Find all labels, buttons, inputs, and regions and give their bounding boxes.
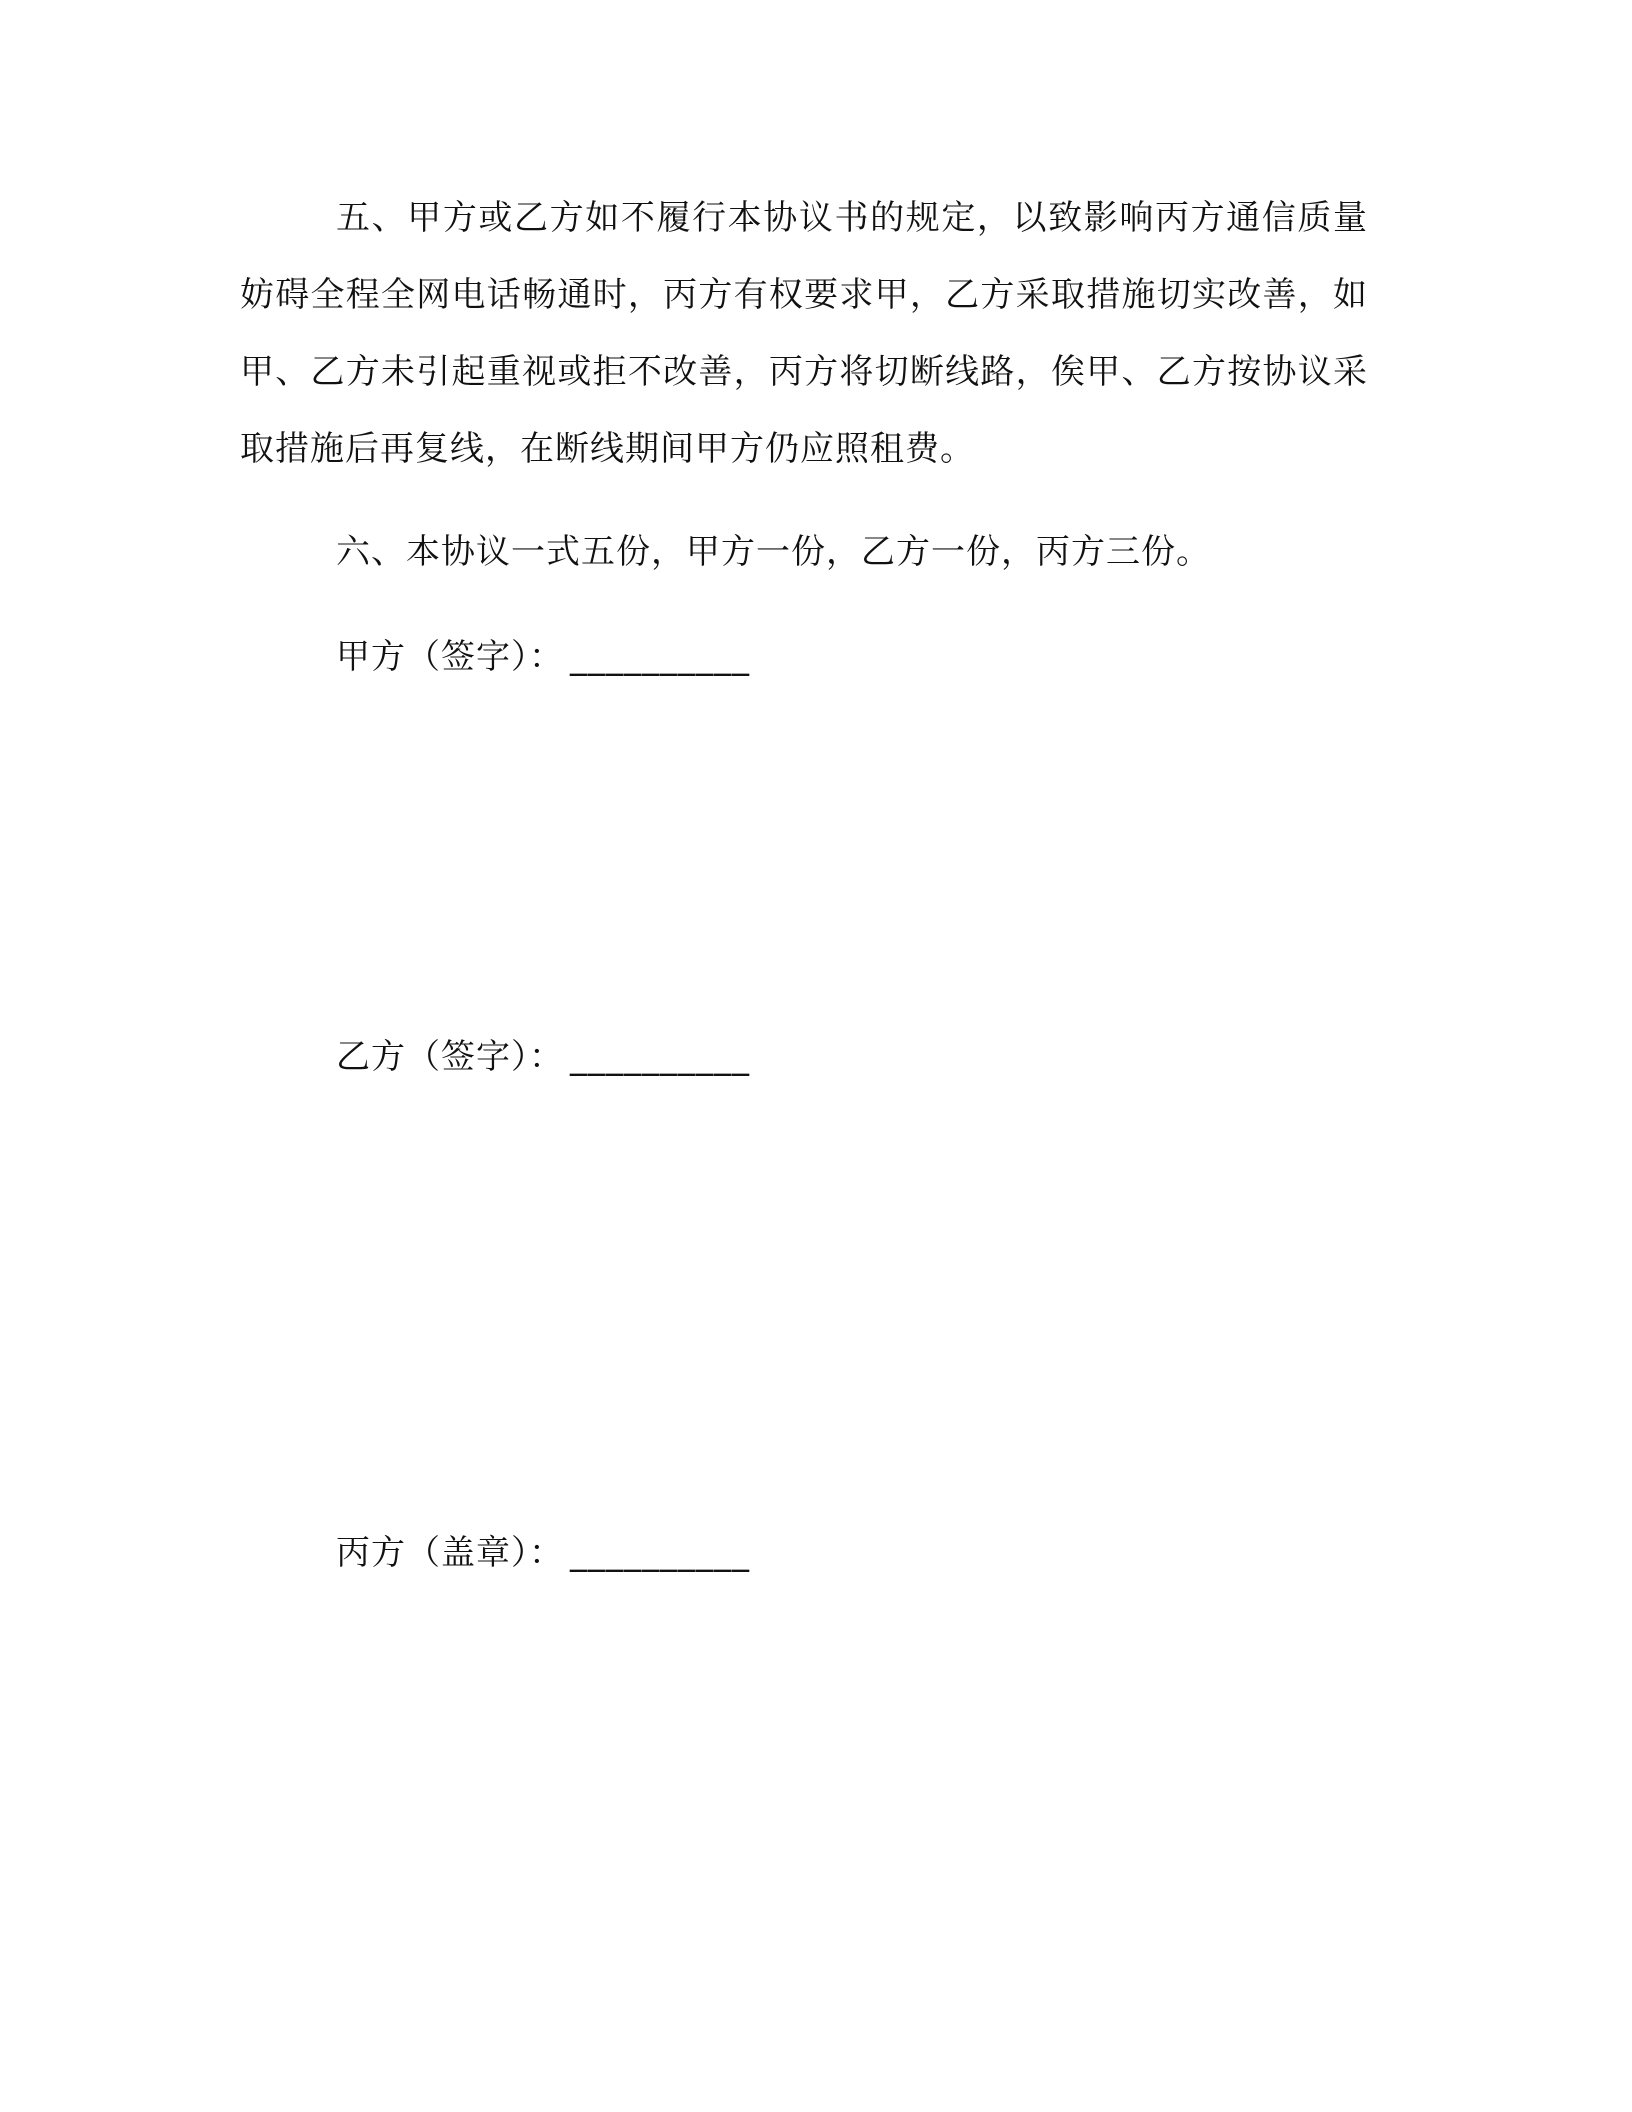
party-b-signature-line — [336, 1032, 750, 1082]
party-a-signature-label: 甲方（签字）： — [336, 637, 564, 677]
clause-5-paragraph: 五、甲方或乙方如不履行本协议书的规定，以致影响丙方通信质量妨碍全程全网电话畅通时，丙方有权要求甲，乙方采取措施切实改善，如甲、乙方未引起重视或拒不改善，丙方将切断线路，俟甲、乙方按协议采取措施后再复线，在断线期间甲方仍应照租费。 — [240, 198, 1368, 469]
party-c-seal-label: 丙方（盖章）： — [336, 1533, 564, 1573]
clause-6-paragraph: 六、本协议一式五份，甲方一份，乙方一份，丙方三份。 — [336, 532, 1211, 572]
party-b-signature-blank: __________ — [570, 1037, 750, 1077]
party-b-signature-label: 乙方（签字）： — [336, 1037, 564, 1077]
party-c-seal-blank: __________ — [570, 1533, 750, 1573]
party-a-signature-line — [336, 632, 750, 682]
party-c-seal-line — [336, 1528, 750, 1578]
party-a-signature-blank: __________ — [570, 637, 750, 677]
